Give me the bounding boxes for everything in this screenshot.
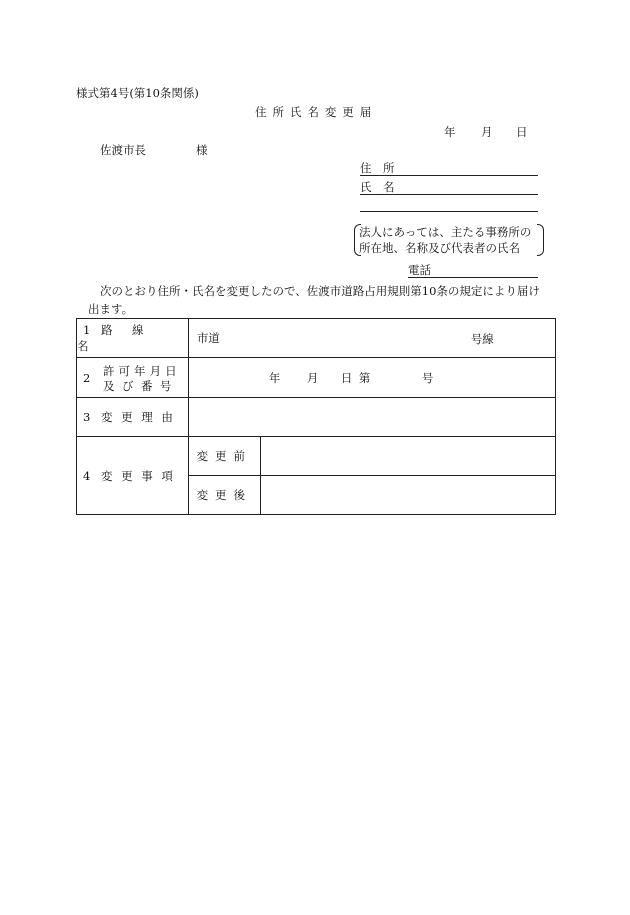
after-label-cell [188, 476, 260, 515]
change-form-table [76, 318, 556, 515]
address-label: 住 所 [360, 161, 395, 175]
label-cell-permit [77, 358, 189, 398]
addressee-name: 佐渡市長 [100, 143, 146, 157]
row-number: 4 [83, 468, 91, 483]
permit-year: 年 [268, 371, 281, 385]
reason-value-cell[interactable] [188, 398, 555, 437]
change-label: 変更事項 [101, 468, 182, 483]
before-label: 変更前 [196, 449, 252, 463]
phone-field[interactable] [408, 262, 538, 278]
note-line2: 所在地、名称及び代表者の氏名 [359, 241, 520, 255]
route-label: 路線名 [77, 323, 164, 353]
corporate-note [354, 224, 544, 254]
reason-label: 変更理由 [101, 410, 182, 424]
permit-label-line2: 及び番号 [103, 379, 179, 393]
right-bracket [537, 224, 544, 256]
before-value-cell[interactable] [260, 437, 555, 476]
date-year: 年 [444, 125, 456, 139]
left-bracket [354, 224, 361, 256]
table-row-permit [77, 358, 556, 398]
after-value-cell[interactable] [260, 476, 555, 515]
page-title: 住 所 氏 名 変 更 届 [255, 105, 373, 119]
phone-label: 電話 [408, 263, 431, 277]
permit-month: 月 [306, 371, 319, 385]
route-prefix: 市道 [196, 331, 220, 345]
row-number: 1 [83, 323, 91, 337]
table-row-route [77, 319, 556, 358]
name-field[interactable] [360, 179, 538, 195]
label-cell-reason [77, 398, 189, 437]
form-code: 様式第4号(第10条関係) [76, 86, 199, 100]
label-cell-change [77, 437, 189, 515]
addressee-honorific: 様 [196, 143, 208, 157]
date-month: 月 [481, 125, 493, 139]
extra-line-field[interactable] [360, 198, 538, 212]
name-label: 氏 名 [360, 180, 395, 194]
permit-go: 号 [421, 371, 434, 385]
row-number: 3 [83, 410, 91, 424]
table-row-reason [77, 398, 556, 437]
body-text-line2: 出ます。 [88, 302, 134, 316]
note-line1: 法人にあっては、主たる事務所の [359, 225, 532, 239]
after-label: 変更後 [196, 488, 252, 502]
permit-label-line1: 許可年月日 [103, 364, 181, 378]
permit-dai: 第 [358, 371, 371, 385]
row-number: 2 [83, 370, 91, 385]
address-field[interactable] [360, 160, 538, 176]
route-value-cell[interactable] [188, 319, 555, 358]
permit-value-cell[interactable] [188, 358, 555, 398]
label-cell-route [77, 319, 189, 358]
body-text-line1: 次のとおり住所・氏名を変更したので、佐渡市道路占用規則第10条の規定により届け [100, 284, 540, 298]
date-day: 日 [516, 125, 528, 139]
route-suffix: 号線 [470, 332, 494, 346]
permit-day: 日 [340, 371, 353, 385]
table-row-change-before [77, 437, 556, 476]
before-label-cell [188, 437, 260, 476]
